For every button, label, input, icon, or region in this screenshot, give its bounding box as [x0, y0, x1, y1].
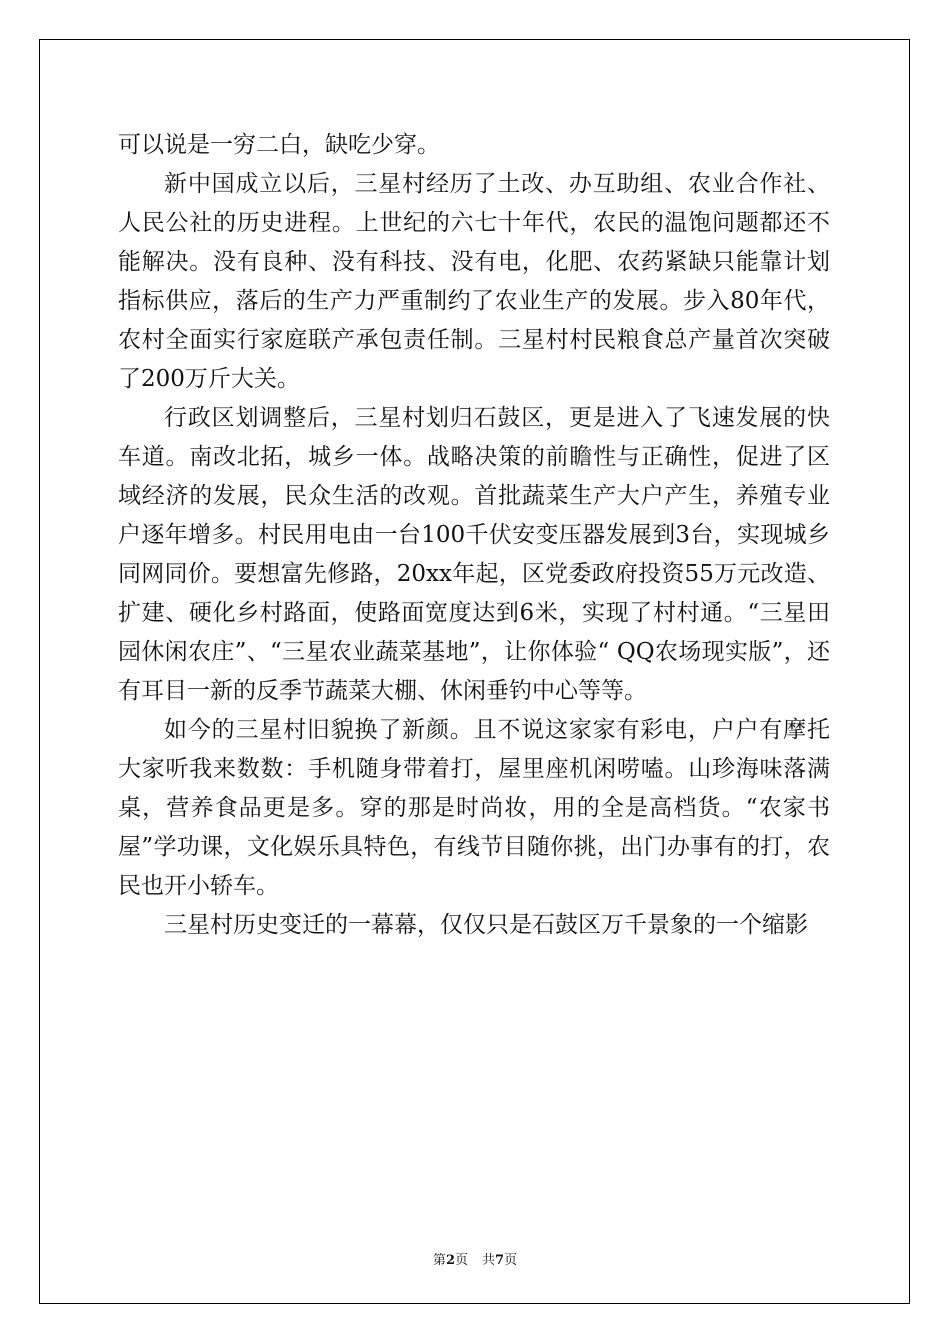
total-pages: 7 — [495, 1253, 505, 1268]
paragraph-1: 可以说是一穷二白，缺吃少穿。 — [118, 132, 440, 158]
total-suffix: 页 — [504, 1253, 518, 1268]
page-number: 2 — [445, 1253, 455, 1268]
page-suffix: 页 — [454, 1253, 468, 1268]
page-prefix: 第 — [432, 1253, 446, 1268]
document-body — [118, 126, 830, 945]
paragraph-3: 行政区划调整后，三星村划归石鼓区，更是进入了飞速发展的快车道。南改北拓，城乡一体。战略决策的前瞻性与正确性，促进了区域经济的发展，民众生活的改观。首批蔬菜生产大户产生，养殖专业户逐年增多。村民用电由一台100千伏安变压器发展到3台，实现城乡同网同价。要想富先修路，20xx年起，区党委政府投资55万元改造、扩建、硬化乡村路面，使路面宽度达到6米，实现了村村通。“三星田园休闲农庄”、“三星农业蔬菜基地”，让你体验“ QQ农场现实版”，还有耳目一新的反季节蔬菜大棚、休闲垂钓中心等等。 — [118, 405, 830, 704]
page-footer — [0, 1249, 950, 1268]
paragraph-5: 三星村历史变迁的一幕幕，仅仅只是石鼓区万千景象的一个缩影 — [164, 912, 808, 938]
paragraph-4: 如今的三星村旧貌换了新颜。且不说这家家有彩电，户户有摩托大家听我来数数：手机随身带着打，屋里座机闲唠嗑。山珍海味落满桌，营养食品更是多。穿的那是时尚妆，用的全是高档货。“农家书屋”学功课，文化娱乐具特色，有线节目随你挑，出门办事有的打，农民也开小轿车。 — [118, 717, 830, 899]
total-prefix: 共 — [482, 1253, 496, 1268]
paragraph-2: 新中国成立以后，三星村经历了土改、办互助组、农业合作社、人民公社的历史进程。上世纪的六七十年代，农民的温饱问题都还不能解决。没有良种、没有科技、没有电，化肥、农药紧缺只能靠计划指标供应，落后的生产力严重制约了农业生产的发展。步入80年代，农村全面实行家庭联产承包责任制。三星村村民粮食总产量首次突破了200万斤大关。 — [118, 171, 830, 392]
